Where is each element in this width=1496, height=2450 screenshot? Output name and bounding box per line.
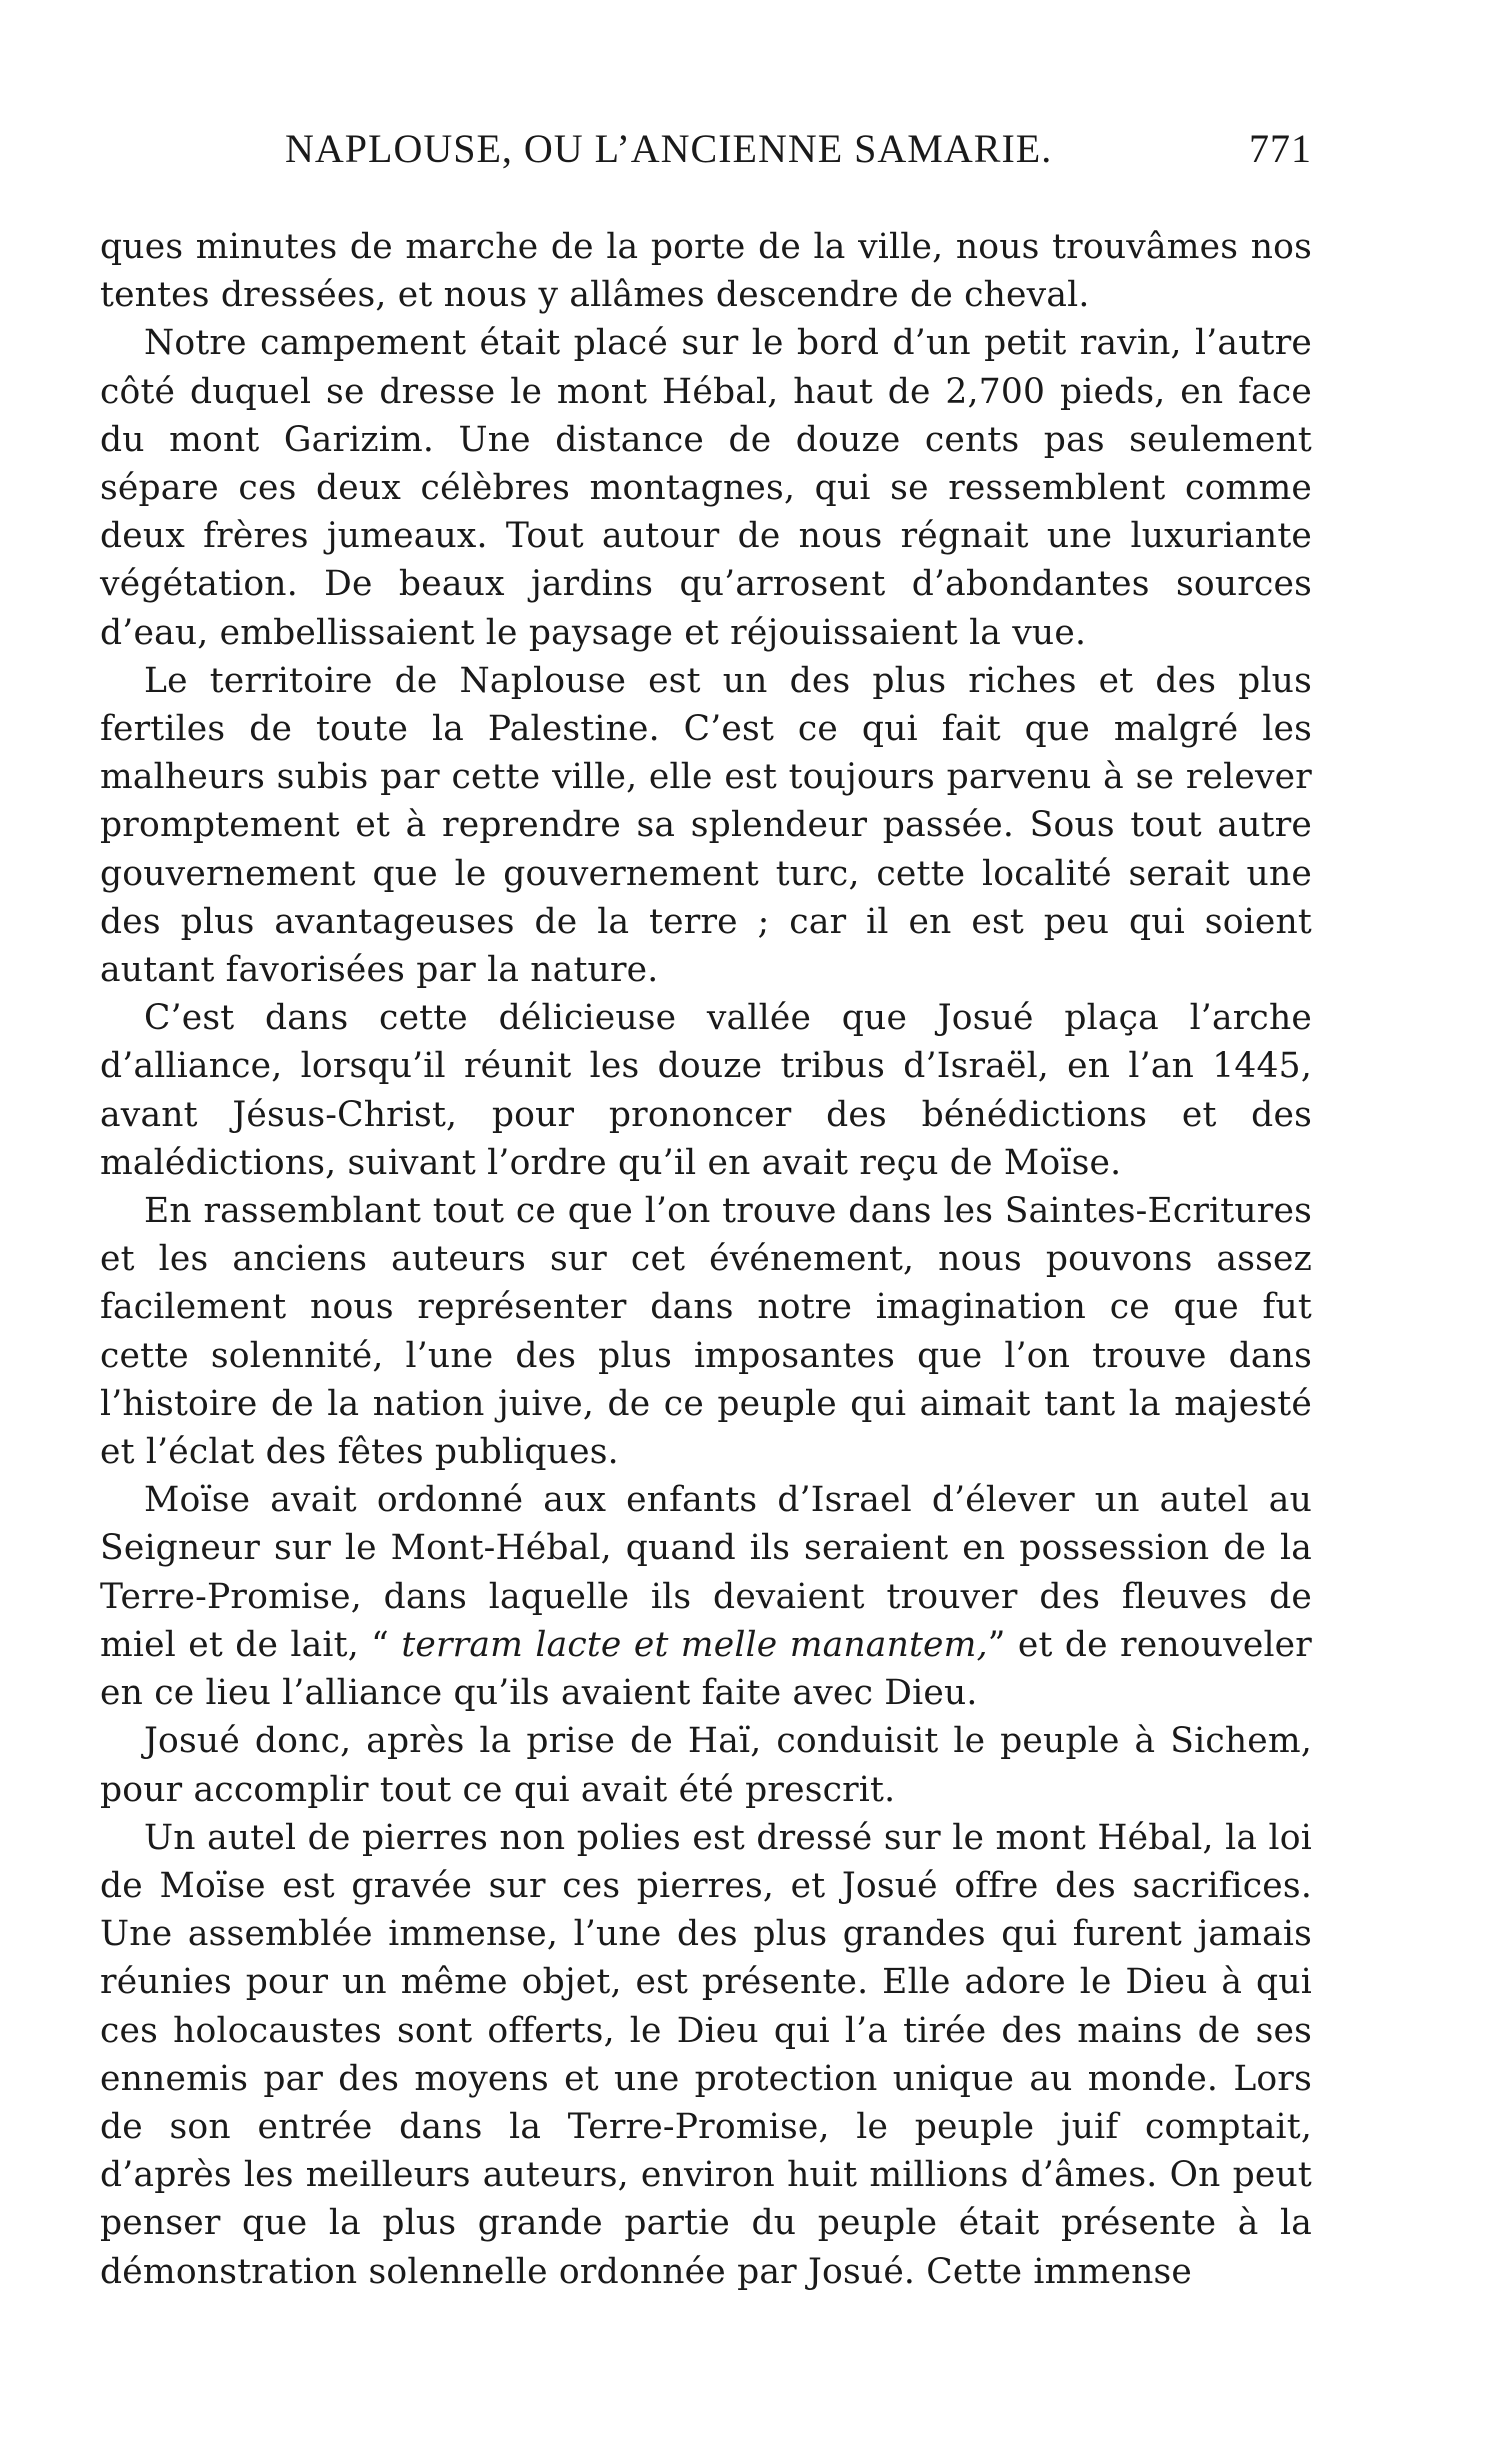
running-header: [100, 125, 1312, 185]
paragraph-text-before-quote: Moïse avait ordonné aux enfants d’Israel d’élever un autel au Seigneur sur le Mont-Hébal, quand ils seraient en possession de la Terre-Promise, dans laquelle ils devaient trouver des fleuves de miel et de lait, “: [100, 1480, 1312, 1665]
paragraph-with-quotation: [100, 1476, 1312, 1717]
latin-quotation: terram lacte et melle manantem,: [401, 1624, 988, 1665]
paragraph: Notre campement était placé sur le bord d’un petit ravin, l’autre côté duquel se dresse le mont Hébal, haut de 2,700 pieds, en face du mont Garizim. Une distance de douze cents pas seulement sépare ces deux célèbres montagnes, qui se ressemblent comme deux frères jumeaux. Tout autour de nous régnait une luxuriante végétation. De beaux jardins qu’arrosent d’abondantes sources d’eau, embellissaient le paysage et réjouissaient la vue.: [100, 323, 1312, 653]
paragraph: En rassemblant tout ce que l’on trouve dans les Saintes-Ecritures et les anciens auteurs sur cet événement, nous pouvons assez facilement nous représenter dans notre imagination ce que fut cette solennité, l’une des plus imposantes que l’on trouve dans l’histoire de la nation juive, de ce peuple qui aimait tant la majesté et l’éclat des fêtes publiques.: [100, 1191, 1312, 1473]
paragraph: C’est dans cette délicieuse vallée que Josué plaça l’arche d’alliance, lorsqu’il réunit les douze tribus d’Israël, en l’an 1445, avant Jésus-Christ, pour prononcer des bénédictions et des malédictions, suivant l’ordre qu’il en avait reçu de Moïse.: [100, 998, 1312, 1183]
running-title: NAPLOUSE, OU L’ANCIENNE SAMARIE.: [285, 126, 1053, 171]
paragraph-text-after-quote: ” et de renouveler en ce lieu l’alliance qu’ils avaient faite avec Dieu.: [100, 1624, 1312, 1714]
page-number: 771: [1249, 126, 1312, 171]
body-text: [100, 223, 1312, 2296]
paragraph: Josué donc, après la prise de Haï, conduisit le peuple à Sichem, pour accomplir tout ce qui avait été prescrit.: [100, 1721, 1312, 1810]
paragraph-continued: ques minutes de marche de la porte de la ville, nous trouvâmes nos tentes dressées, et nous y allâmes descendre de cheval.: [100, 227, 1312, 316]
paragraph: Un autel de pierres non polies est dressé sur le mont Hébal, la loi de Moïse est gravée sur ces pierres, et Josué offre des sacrifices. Une assemblée immense, l’une des plus grandes qui furent jamais réunies pour un même objet, est présente. Elle adore le Dieu à qui ces holocaustes sont offerts, le Dieu qui l’a tirée des mains de ses ennemis par des moyens et une protection unique au monde. Lors de son entrée dans la Terre-Promise, le peuple juif comptait, d’après les meilleurs auteurs, environ huit millions d’âmes. On peut penser que la plus grande partie du peuple était présente à la démonstration solennelle ordonnée par Josué. Cette immense: [100, 1817, 1312, 2292]
paragraph: Le territoire de Naplouse est un des plus riches et des plus fertiles de toute la Palestine. C’est ce qui fait que malgré les malheurs subis par cette ville, elle est toujours parvenu à se relever promptement et à reprendre sa splendeur passée. Sous tout autre gouvernement que le gouvernement turc, cette localité serait une des plus avantageuses de la terre ; car il en est peu qui soient autant favorisées par la nature.: [100, 660, 1312, 991]
book-page: [100, 125, 1312, 2296]
